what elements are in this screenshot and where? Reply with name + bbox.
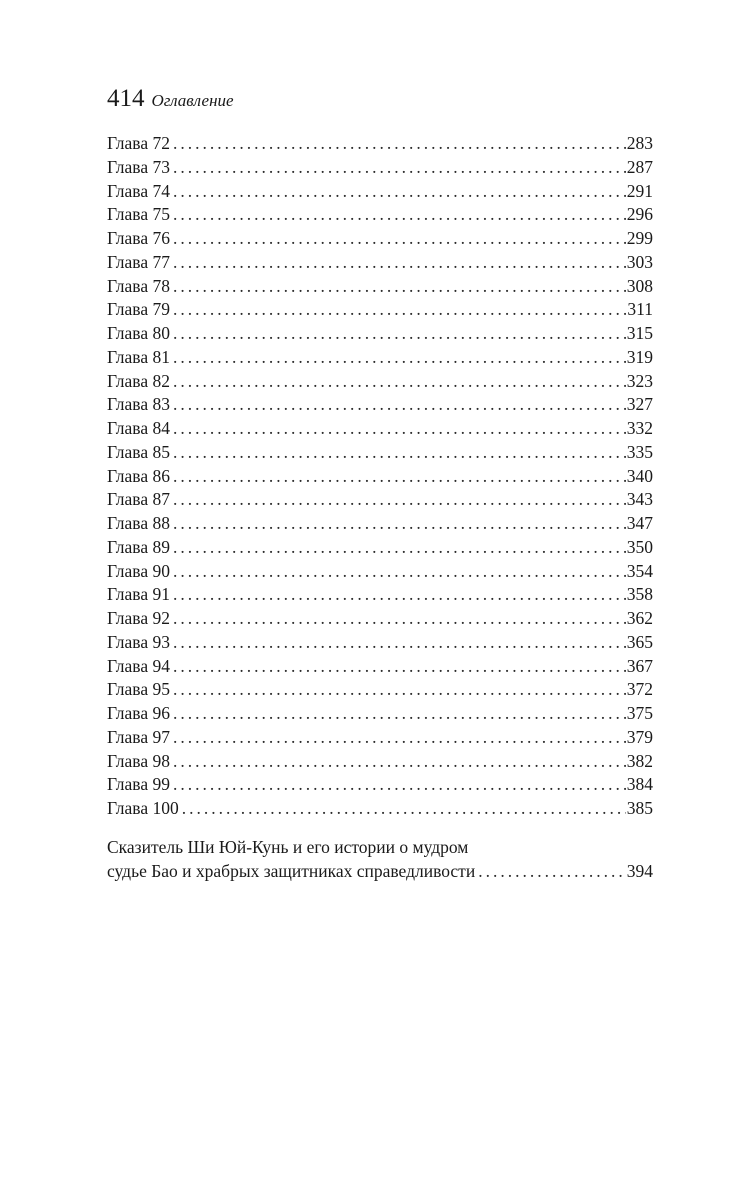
toc-entry (107, 203, 653, 227)
running-head (107, 84, 653, 114)
chapter-title: Глава 78 (107, 275, 170, 296)
chapter-title: Глава 94 (107, 655, 170, 676)
toc-entry (107, 702, 653, 726)
chapter-title: Глава 90 (107, 560, 170, 581)
toc-entry (107, 322, 653, 346)
toc-entry (107, 370, 653, 394)
toc-entry (107, 275, 653, 299)
dot-leader (182, 797, 626, 821)
chapter-title: Глава 98 (107, 750, 170, 771)
toc-entry (107, 583, 653, 607)
dot-leader (173, 132, 626, 156)
page-number: 414 (107, 85, 145, 112)
chapter-title: Глава 86 (107, 465, 170, 486)
chapter-page-number: 315 (626, 323, 653, 343)
toc-entry (107, 750, 653, 774)
chapter-page-number: 332 (626, 418, 653, 438)
dot-leader (173, 203, 626, 227)
chapter-title: Глава 95 (107, 679, 170, 700)
chapter-title: Глава 85 (107, 441, 170, 462)
dot-leader (173, 465, 626, 489)
toc-entry (107, 631, 653, 655)
chapter-title: Глава 88 (107, 513, 170, 533)
dot-leader (173, 227, 626, 251)
dot-leader (173, 655, 626, 679)
dot-leader (173, 370, 626, 394)
chapter-title: Глава 72 (107, 133, 170, 153)
toc-entry (107, 180, 653, 204)
dot-leader (173, 726, 626, 750)
chapter-page-number: 335 (626, 441, 653, 462)
toc-entry (107, 227, 653, 251)
chapter-title: Глава 87 (107, 489, 170, 510)
toc-entry (107, 536, 653, 560)
dot-leader (173, 322, 626, 346)
chapter-page-number: 385 (626, 798, 653, 818)
dot-leader (173, 702, 626, 726)
toc-entry (107, 465, 653, 489)
toc-entry (107, 678, 653, 702)
dot-leader (173, 156, 626, 180)
book-page (107, 84, 653, 883)
dot-leader (173, 773, 626, 797)
chapter-title: Глава 89 (107, 536, 170, 557)
dot-leader (173, 536, 626, 560)
toc-entry (107, 393, 653, 417)
chapter-page-number: 283 (626, 133, 653, 153)
chapter-page-number: 291 (626, 180, 653, 201)
chapter-page-number: 308 (626, 275, 653, 296)
chapter-title: Глава 79 (107, 299, 170, 320)
chapter-title: Глава 99 (107, 774, 170, 795)
chapter-title: Глава 80 (107, 323, 170, 343)
dot-leader (173, 251, 626, 275)
chapter-title: Глава 82 (107, 370, 170, 391)
chapter-page-number: 358 (626, 584, 653, 605)
chapter-page-number: 327 (626, 394, 653, 415)
toc-entry (107, 797, 653, 821)
chapter-title: Глава 81 (107, 346, 170, 367)
dot-leader (173, 298, 626, 322)
chapter-page-number: 287 (626, 156, 653, 177)
dot-leader (173, 560, 626, 584)
toc-entry (107, 298, 653, 322)
chapter-page-number: 299 (626, 228, 653, 248)
chapter-page-number: 311 (627, 299, 653, 320)
section-title: Оглавление (151, 91, 234, 110)
chapter-page-number: 382 (626, 750, 653, 771)
chapter-page-number: 343 (626, 489, 653, 510)
toc-entry (107, 132, 653, 156)
afterword-title-text: судье Бао и храбрых защитниках справедливости (107, 860, 476, 881)
toc-entry (107, 156, 653, 180)
chapter-page-number: 372 (626, 679, 653, 700)
chapter-title: Глава 75 (107, 204, 170, 225)
dot-leader (173, 750, 626, 774)
chapter-page-number: 296 (626, 204, 653, 225)
chapter-page-number: 347 (626, 513, 653, 533)
dot-leader (173, 275, 626, 299)
afterword-page-number: 394 (626, 860, 653, 881)
toc-entry (107, 346, 653, 370)
chapter-page-number: 303 (626, 251, 653, 272)
chapter-title: Глава 73 (107, 156, 170, 177)
toc-entry (107, 512, 653, 536)
chapter-page-number: 354 (626, 560, 653, 581)
dot-leader (173, 417, 626, 441)
dot-leader (173, 678, 626, 702)
dot-leader (173, 393, 626, 417)
chapter-page-number: 365 (626, 631, 653, 652)
afterword-title-line-2 (107, 860, 653, 884)
dot-leader (173, 346, 626, 370)
toc-entry (107, 773, 653, 797)
chapter-page-number: 350 (626, 536, 653, 557)
toc-entry (107, 655, 653, 679)
chapter-page-number: 367 (626, 655, 653, 676)
chapter-title: Глава 97 (107, 726, 170, 747)
chapter-page-number: 375 (626, 703, 653, 723)
chapter-title: Глава 76 (107, 228, 170, 248)
chapter-title: Глава 100 (107, 798, 179, 818)
dot-leader (173, 488, 626, 512)
toc-entry (107, 441, 653, 465)
dot-leader (173, 607, 626, 631)
chapter-page-number: 340 (626, 465, 653, 486)
chapter-page-number: 379 (626, 726, 653, 747)
afterword-entry (107, 836, 653, 884)
chapter-title: Глава 92 (107, 608, 170, 628)
chapter-title: Глава 74 (107, 180, 170, 201)
chapter-page-number: 362 (626, 608, 653, 628)
chapter-title: Глава 96 (107, 703, 170, 723)
chapter-page-number: 384 (626, 774, 653, 795)
chapter-title: Глава 91 (107, 584, 170, 605)
chapter-page-number: 323 (626, 370, 653, 391)
toc-entry (107, 726, 653, 750)
dot-leader (173, 583, 626, 607)
chapter-title: Глава 84 (107, 418, 170, 438)
toc-entry (107, 560, 653, 584)
dot-leader (173, 441, 626, 465)
chapter-page-number: 319 (626, 346, 653, 367)
toc-entry (107, 417, 653, 441)
chapter-title: Глава 77 (107, 251, 170, 272)
toc-entry (107, 488, 653, 512)
toc-entry (107, 607, 653, 631)
toc-entry (107, 251, 653, 275)
afterword-title-line-1: Сказитель Ши Юй-Кунь и его истории о мудром (107, 836, 469, 857)
chapter-title: Глава 83 (107, 394, 170, 415)
dot-leader (478, 860, 626, 884)
dot-leader (173, 180, 626, 204)
table-of-contents (107, 132, 653, 821)
dot-leader (173, 512, 626, 536)
dot-leader (173, 631, 626, 655)
chapter-title: Глава 93 (107, 631, 170, 652)
